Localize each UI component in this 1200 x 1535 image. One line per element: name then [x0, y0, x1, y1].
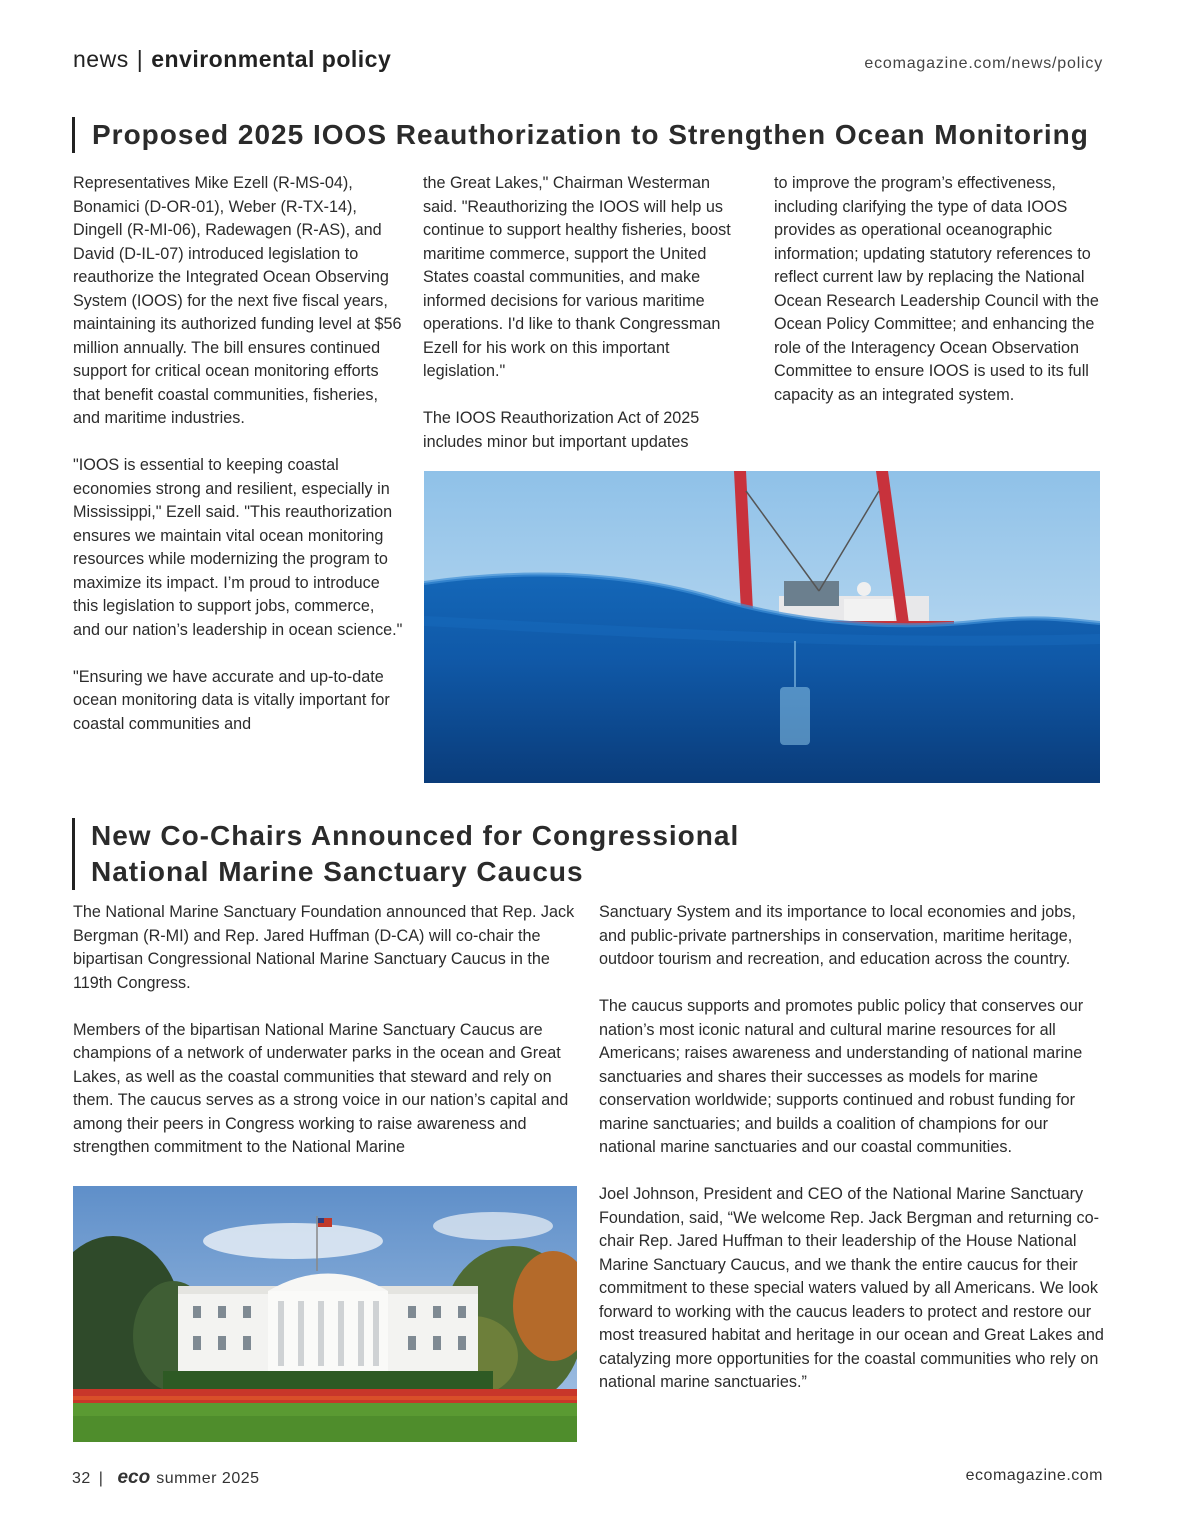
- article2-column-2: [599, 901, 1104, 1395]
- article2-title: [91, 818, 739, 890]
- section-label: news: [73, 46, 129, 72]
- article1-column-3: [774, 172, 1104, 407]
- eco-logo: eco: [117, 1467, 151, 1488]
- paragraph: The National Marine Sanctuary Foundation announced that Rep. Jack Bergman (R-MI) and Rep. Jared Huffman (D-CA) will co-chair the bipartisan Congressional National Marine Sanctuary Caucus in the 119th Congress.: [73, 903, 575, 992]
- paragraph: to improve the program’s effectiveness, including clarifying the type of data IOOS provides as operational oceanographic information; updating statutory references to reflect current law by replacing the National Ocean Research Leadership Council with the Ocean Policy Committee; and enhancing the role of the Interagency Ocean Observation Committee to ensure IOOS is used to its full capacity as an integrated system.: [774, 174, 1099, 404]
- article1-title: Proposed 2025 IOOS Reauthorization to Strengthen Ocean Monitoring: [92, 119, 1089, 150]
- paragraph: The caucus supports and promotes public policy that conserves our nation’s most iconic natural and cultural marine resources for all Americans; raises awareness and understanding of national marine sanctuaries and shares their successes as models for marine conservation worldwide; supports continued and robust funding for marine sanctuaries; and builds a coalition of champions for our national marine sanctuaries and our coastal communities.: [599, 997, 1084, 1156]
- white-house-photo: [73, 1186, 577, 1442]
- headline-accent-bar: [72, 117, 75, 153]
- page-footer: 32 | eco summer 2025: [72, 1467, 260, 1488]
- article2-column-1: [73, 901, 578, 1160]
- article2-title-line-2: National Marine Sanctuary Caucus: [91, 856, 584, 887]
- subsection-label: environmental policy: [151, 46, 392, 72]
- headline-accent-bar: [72, 818, 75, 890]
- page-number: 32: [72, 1470, 91, 1487]
- paragraph: "Ensuring we have accurate and up-to-date ocean monitoring data is vitally important for coastal communities and: [73, 667, 390, 733]
- paragraph: Representatives Mike Ezell (R-MS-04), Bonamici (D-OR-01), Weber (R-TX-14), Dingell (R-MI-06), Radewagen (R-AS), and David (D-IL-07) introduced legislation to reauthorize the Integrated Ocean Observing System (IOOS) for the next five fiscal years, maintaining its authorized funding level at $56 million annually. The bill ensures continued support for critical ocean monitoring efforts that benefit coastal communities, fisheries, and maritime industries.: [73, 174, 402, 427]
- article2-title-line-1: New Co-Chairs Announced for Congressional: [91, 820, 740, 851]
- paragraph: Sanctuary System and its importance to local economies and jobs, and public-private partnerships in conservation, maritime heritage, outdoor tourism and recreation, and education across the country.: [599, 903, 1076, 968]
- footer-site-url[interactable]: ecomagazine.com: [965, 1467, 1103, 1484]
- paragraph: the Great Lakes," Chairman Westerman said. "Reauthorizing the IOOS will help us continue to support healthy fisheries, boost maritime commerce, support the United States coastal communities, and make informed decisions for various maritime operations. I'd like to thank Congressman Ezell for his work on this important legislation.": [423, 174, 731, 380]
- paragraph: "IOOS is essential to keeping coastal economies strong and resilient, especially in Mississippi," Ezell said. "This reauthorization ensures we maintain vital ocean monitoring resources while modernizing the program to maximize its impact. I’m proud to introduce this legislation to support jobs, commerce, and our nation’s leadership in ocean science.": [73, 456, 403, 639]
- section-header: news | environmental policy: [73, 46, 392, 72]
- paragraph: Members of the bipartisan National Marine Sanctuary Caucus are champions of a network of underwater parks in the ocean and Great Lakes, as well as the coastal communities that steward and rely on them. The caucus serves as a strong voice in our nation’s capital and among their peers in Congress working to raise awareness and strengthen commitment to the National Marine: [73, 1020, 569, 1156]
- article1-column-1: [73, 172, 403, 736]
- article1-column-2: [423, 172, 741, 454]
- ocean-research-vessel-photo: [424, 471, 1100, 783]
- header-url[interactable]: ecomagazine.com/news/policy: [864, 55, 1103, 72]
- paragraph: The IOOS Reauthorization Act of 2025 includes minor but important updates: [423, 409, 700, 451]
- issue-label: summer 2025: [156, 1470, 260, 1487]
- paragraph: Joel Johnson, President and CEO of the National Marine Sanctuary Foundation, said, “We welcome Rep. Jack Bergman and returning co-chair Rep. Jared Huffman to their leadership of the House National Marine Sanctuary Caucus, and we thank the entire caucus for their commitment to these special waters valued by all Americans. We look forward to working with the caucus leaders to protect and restore our most treasured habitat and heritage in our ocean and Great Lakes and catalyzing more opportunities for the coastal communities who rely on national marine sanctuaries.”: [599, 1185, 1104, 1391]
